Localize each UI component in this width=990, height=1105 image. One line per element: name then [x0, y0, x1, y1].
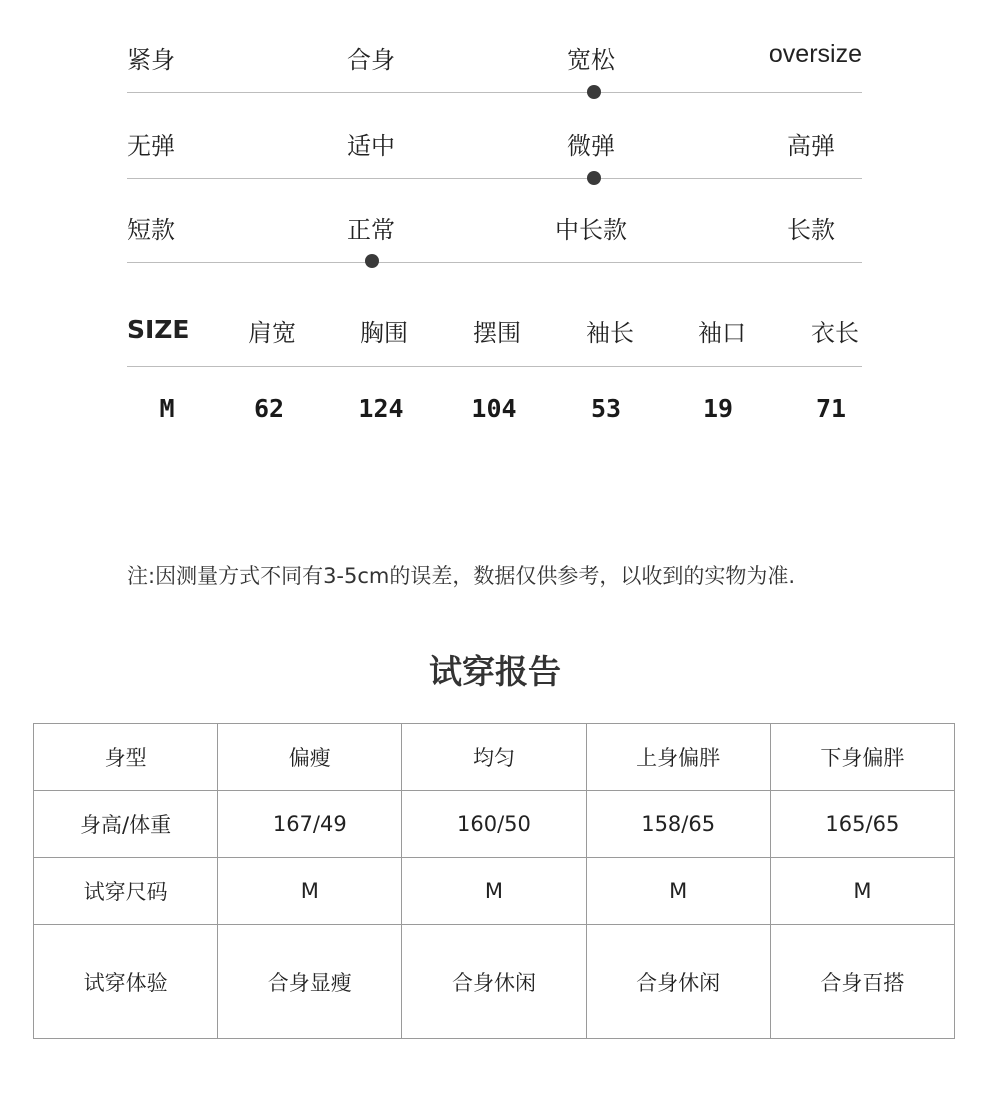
try-on-report-table	[33, 723, 955, 1039]
table-cell: M	[218, 858, 402, 925]
fit-scale-labels	[127, 210, 862, 244]
table-cell: M	[770, 858, 954, 925]
scale-line	[127, 178, 862, 179]
scale-label: 中长款	[555, 216, 627, 244]
size-value-cell: 104	[471, 394, 517, 423]
table-cell: 合身显瘦	[218, 925, 402, 1039]
fit-scale-fit	[127, 40, 862, 74]
scale-label: 适中	[347, 132, 395, 160]
scale-label: 微弹	[567, 132, 615, 160]
size-header-cell: 袖口	[698, 319, 746, 347]
fit-scale-length	[127, 210, 862, 244]
size-header-cell: 胸围	[360, 319, 408, 347]
table-cell: M	[402, 858, 586, 925]
size-value-cell: 62	[253, 394, 285, 423]
measurement-note: 注:因测量方式不同有3-5cm的误差，数据仅供参考，以收到的实物为准.	[127, 564, 796, 588]
fit-scale-labels	[127, 126, 862, 160]
scale-line	[127, 92, 862, 93]
table-cell: 试穿尺码	[34, 858, 218, 925]
table-cell: 身型	[34, 724, 218, 791]
table-cell: 身高/体重	[34, 791, 218, 858]
fit-scale-elasticity	[127, 126, 862, 160]
scale-label: 长款	[787, 216, 835, 244]
scale-indicator-dot	[587, 85, 601, 99]
table-cell: 合身百搭	[770, 925, 954, 1039]
scale-label: 合身	[347, 46, 395, 74]
size-header-cell: 摆围	[473, 319, 521, 347]
table-cell: 偏瘦	[218, 724, 402, 791]
size-value-cell: 53	[590, 394, 622, 423]
scale-line	[127, 262, 862, 263]
table-cell: 合身休闲	[586, 925, 770, 1039]
size-chart	[127, 308, 862, 423]
table-cell: 均匀	[402, 724, 586, 791]
table-cell: 上身偏胖	[586, 724, 770, 791]
table-cell: 下身偏胖	[770, 724, 954, 791]
size-header-cell: 肩宽	[248, 319, 296, 347]
table-row	[34, 791, 955, 858]
scale-label: 高弹	[787, 132, 835, 160]
size-value-cell: 19	[702, 394, 734, 423]
size-value-cell: 124	[358, 394, 404, 423]
scale-label: 紧身	[127, 46, 175, 74]
scale-label: 短款	[127, 216, 175, 244]
size-value-cell: M	[159, 394, 175, 423]
size-chart-row	[127, 394, 862, 438]
scale-label: 无弹	[127, 132, 175, 160]
table-row	[34, 925, 955, 1039]
size-chart-divider	[127, 366, 862, 367]
scale-label: 宽松	[567, 46, 615, 74]
table-cell: 158/65	[586, 791, 770, 858]
table-cell: 试穿体验	[34, 925, 218, 1039]
report-title: 试穿报告	[429, 652, 561, 691]
table-cell: M	[586, 858, 770, 925]
scale-label: 正常	[347, 216, 395, 244]
table-row	[34, 858, 955, 925]
scale-indicator-dot	[587, 171, 601, 185]
size-header-cell: SIZE	[127, 315, 190, 344]
table-cell: 合身休闲	[402, 925, 586, 1039]
size-chart-header	[127, 308, 862, 352]
scale-label: oversize	[768, 40, 862, 68]
table-cell: 160/50	[402, 791, 586, 858]
size-value-cell: 71	[815, 394, 847, 423]
scale-indicator-dot	[365, 254, 379, 268]
table-row	[34, 724, 955, 791]
table-cell: 165/65	[770, 791, 954, 858]
size-header-cell: 袖长	[586, 319, 634, 347]
table-cell: 167/49	[218, 791, 402, 858]
fit-scale-labels	[127, 40, 862, 74]
size-header-cell: 衣长	[811, 319, 859, 347]
